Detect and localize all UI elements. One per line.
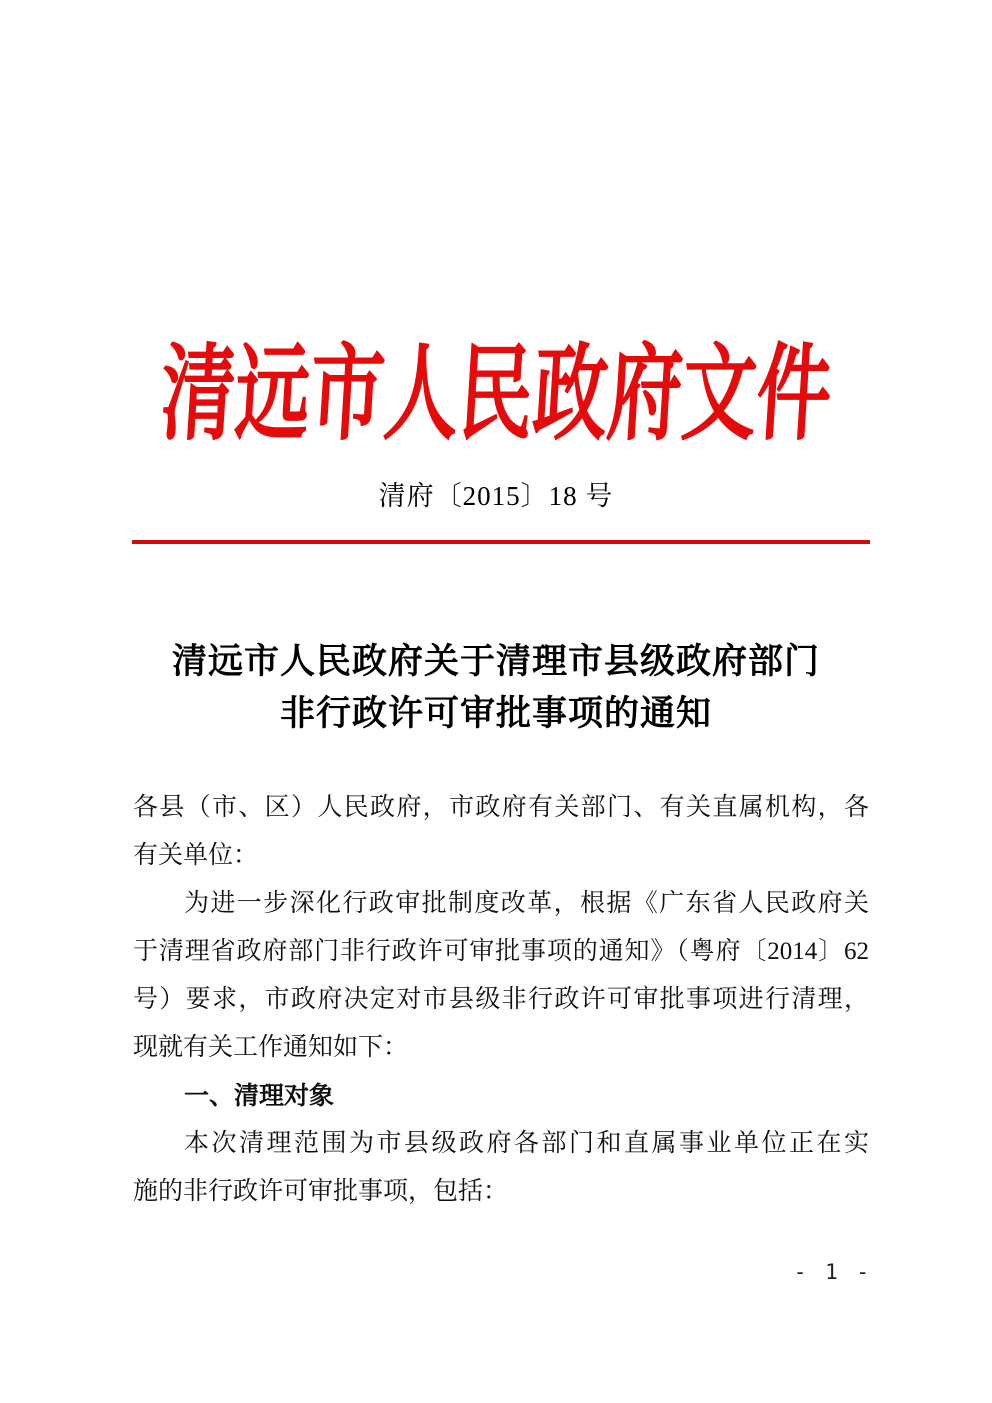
body-line: 现就有关工作通知如下： bbox=[133, 1034, 409, 1061]
document-body bbox=[133, 784, 869, 1216]
document-title-line1: 清远市人民政府关于清理市县级政府部门 bbox=[171, 642, 820, 681]
body-section-heading: 一、清理对象 bbox=[184, 1082, 335, 1110]
body-line: 施的非行政许可审批事项，包括： bbox=[133, 1178, 509, 1205]
document-number: 清府〔2015〕18 号 bbox=[378, 481, 614, 511]
letterhead-title: 清远市人民政府文件 bbox=[157, 337, 835, 454]
body-line: 有关单位： bbox=[133, 842, 259, 869]
red-divider-line bbox=[132, 540, 870, 544]
body-line: 号）要求，市政府决定对市县级非行政许可审批事项进行清理， bbox=[133, 986, 869, 1013]
body-line: 各县（市、区）人民政府，市政府有关部门、有关直属机构，各 bbox=[133, 794, 869, 821]
letterhead bbox=[0, 336, 992, 456]
body-line: 为进一步深化行政审批制度改革，根据《广东省人民政府关 bbox=[184, 890, 869, 917]
document-title bbox=[96, 636, 896, 740]
document-title-line2: 非行政许可审批事项的通知 bbox=[279, 694, 712, 733]
page-number: - 1 - bbox=[793, 1260, 872, 1284]
body-line: 本次清理范围为市县级政府各部门和直属事业单位正在实 bbox=[184, 1130, 869, 1157]
body-line: 于清理省政府部门非行政许可审批事项的通知》（粤府〔2014〕62 bbox=[133, 938, 869, 965]
